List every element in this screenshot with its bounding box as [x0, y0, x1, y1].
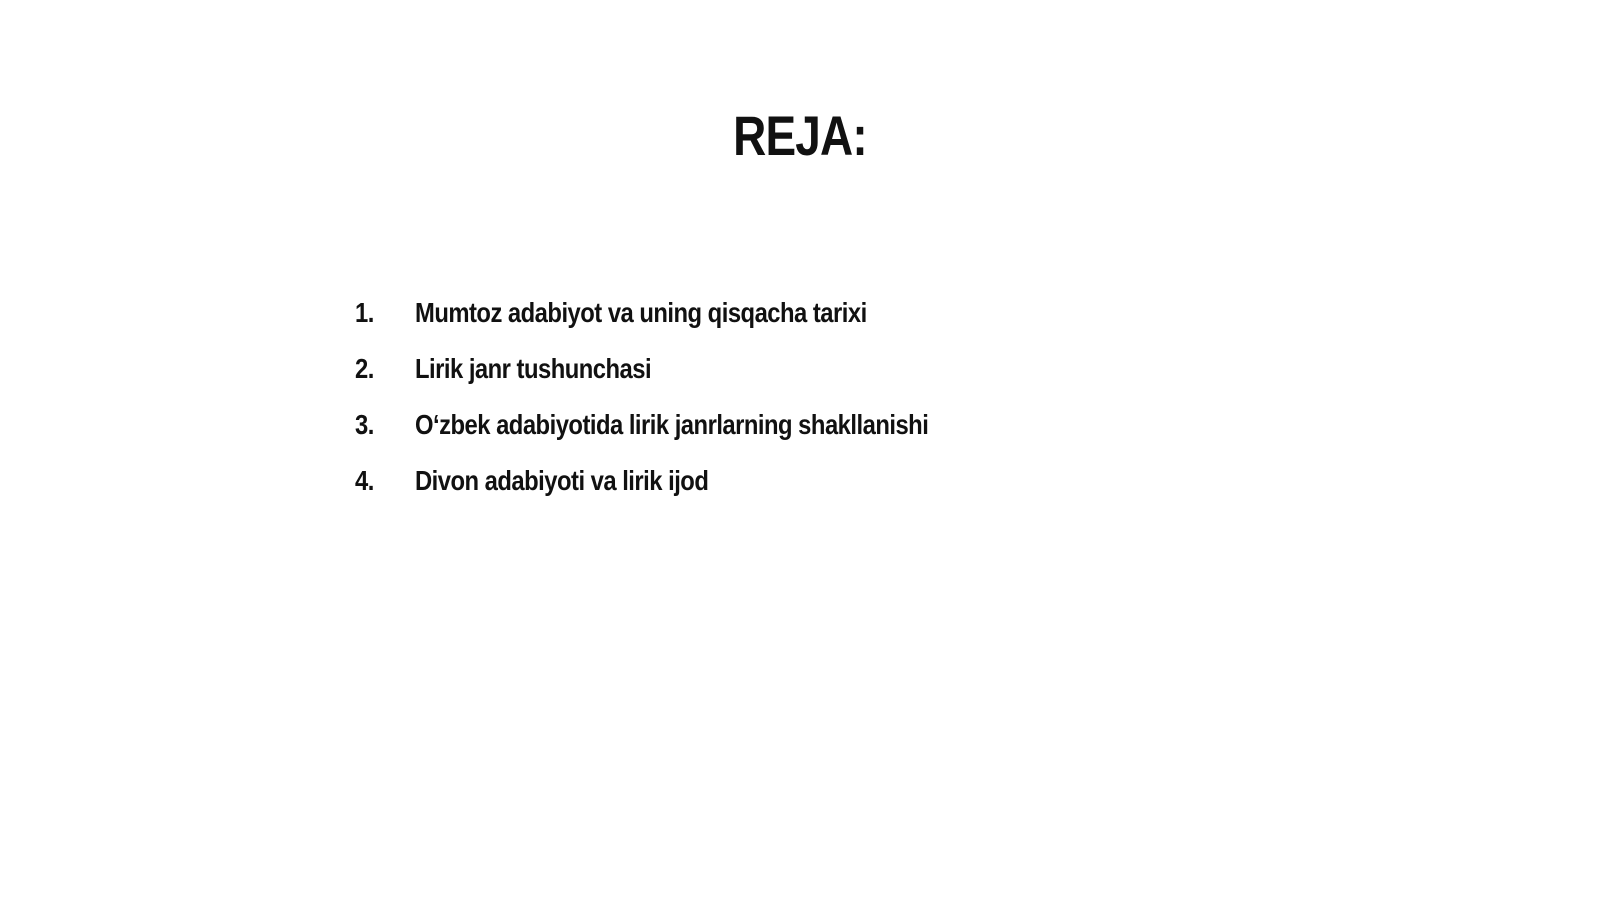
list-item-text: Mumtoz adabiyot va uning qisqacha tarixi	[415, 297, 867, 328]
list-item	[355, 453, 1255, 509]
list-item-number: 4.	[355, 465, 374, 496]
plan-list	[355, 285, 1255, 509]
list-item-number: 3.	[355, 409, 374, 440]
list-item-number: 2.	[355, 353, 374, 384]
slide-title: REJA:	[733, 104, 867, 167]
list-item	[355, 285, 1255, 341]
list-item-text: Divon adabiyoti va lirik ijod	[415, 465, 709, 496]
list-item-number: 1.	[355, 297, 374, 328]
list-item	[355, 397, 1255, 453]
list-item-text: O‘zbek adabiyotida lirik janrlarning shakllanishi	[415, 409, 929, 440]
list-item-text: Lirik janr tushunchasi	[415, 353, 652, 384]
list-item	[355, 341, 1255, 397]
